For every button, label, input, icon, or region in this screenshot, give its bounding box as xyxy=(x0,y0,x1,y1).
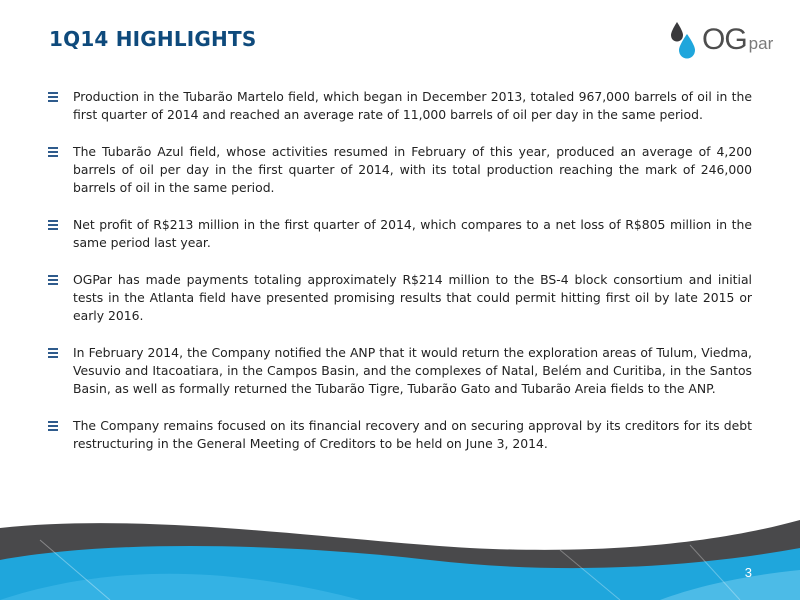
bullet-lines-icon xyxy=(48,348,58,358)
list-item xyxy=(48,143,752,197)
bullet-text: Production in the Tubarão Martelo field, which began in December 2013, totaled 967,000 barrels of oil in the first quarter of 2014 and reached an average rate of 11,000 barrels of oil per day in the same period. xyxy=(73,89,752,122)
page-number: 3 xyxy=(744,565,752,580)
logo-text-suffix: par xyxy=(748,34,774,53)
bullet-text: The Company remains focused on its financial recovery and on securing approval by its creditors for its debt restructuring in the General Meeting of Creditors to be held on June 3, 2014. xyxy=(73,418,752,451)
bullet-lines-icon xyxy=(48,147,58,157)
slide-title: 1Q14 HIGHLIGHTS xyxy=(49,27,257,51)
list-item xyxy=(48,417,752,453)
list-item xyxy=(48,344,752,398)
highlights-list xyxy=(48,88,752,472)
bullet-text: OGPar has made payments totaling approximately R$214 million to the BS-4 block consortium and initial tests in the Atlanta field have presented promising results that could permit hitting first oil by late 2015 or early 2016. xyxy=(73,272,752,323)
bullet-lines-icon xyxy=(48,220,58,230)
bullet-lines-icon xyxy=(48,421,58,431)
list-item xyxy=(48,216,752,252)
bullet-text: The Tubarão Azul field, whose activities resumed in February of this year, produced an average of 4,200 barrels of oil per day in the first quarter of 2014, with its total production reaching the mark of 246,000 barrels of oil in the same period. xyxy=(73,144,752,195)
logo-text-main: OG xyxy=(702,23,747,56)
bullet-text: In February 2014, the Company notified the ANP that it would return the exploration areas of Tulum, Viedma, Vesuvio and Itacoatiara, in the Campos Basin, and the complexes of Natal, Belém and Curitiba, in the Santos Basin, as well as formally returned the Tubarão Tigre, Tubarão Gato and Tubarão Areia fields to the ANP. xyxy=(73,345,752,396)
bullet-lines-icon xyxy=(48,92,58,102)
drop-logo-icon xyxy=(668,20,702,60)
list-item xyxy=(48,271,752,325)
bullet-text: Net profit of R$213 million in the first quarter of 2014, which compares to a net loss of R$805 million in the same period last year. xyxy=(73,217,752,250)
ogpar-logo xyxy=(668,20,778,62)
list-item xyxy=(48,88,752,124)
bullet-lines-icon xyxy=(48,275,58,285)
